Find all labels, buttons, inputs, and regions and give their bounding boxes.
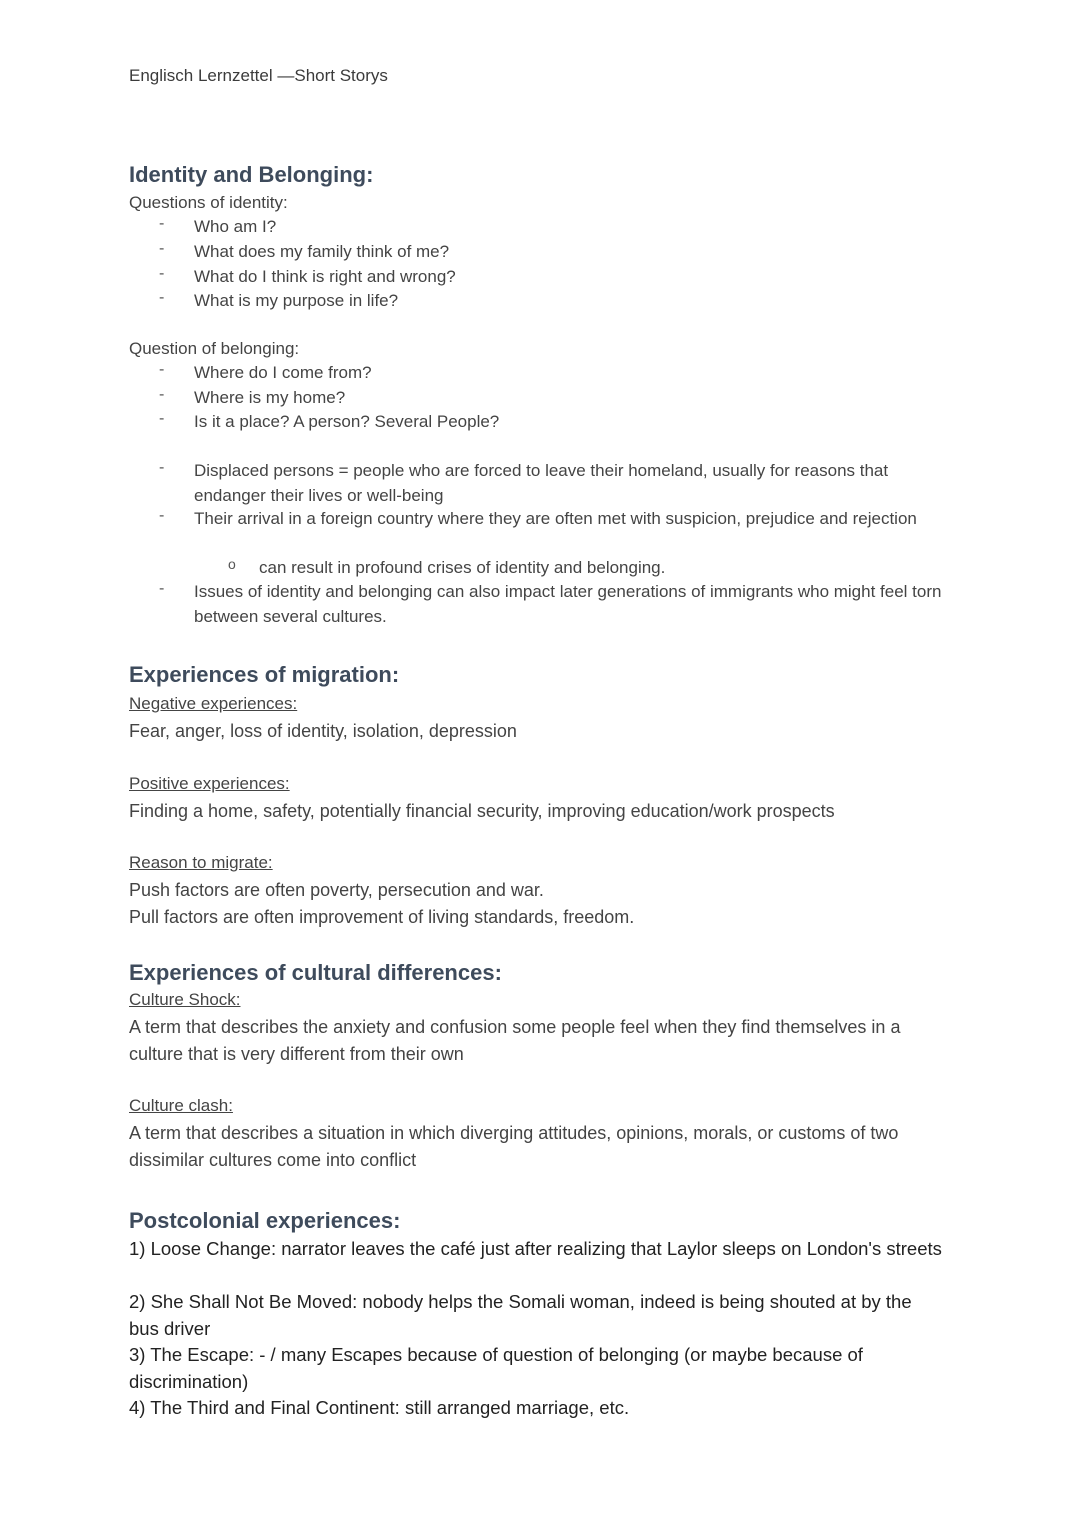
negative-text: Fear, anger, loss of identity, isolation, depression	[129, 721, 517, 741]
dash-bullet: -	[159, 361, 165, 378]
dash-bullet: -	[159, 410, 165, 427]
heading-identity: Identity and Belonging:	[129, 162, 374, 187]
circle-bullet-icon: o	[228, 556, 236, 572]
list-item: 3) The Escape: - / many Escapes because of question of belonging (or maybe because of discrimination)	[129, 1344, 863, 1392]
heading-postcolonial: Postcolonial experiences:	[129, 1208, 401, 1233]
clash-text: A term that describes a situation in which diverging attitudes, opinions, morals, or customs of two dissimilar cultures come into conflict	[129, 1123, 899, 1170]
reason-label: Reason to migrate:	[129, 853, 273, 872]
document-header: Englisch Lernzettel —Short Storys	[129, 66, 388, 85]
dash-bullet: -	[159, 240, 165, 257]
dash-bullet: -	[159, 507, 165, 524]
dash-bullet: -	[159, 215, 165, 232]
list-item: 1) Loose Change: narrator leaves the café just after realizing that Laylor sleeps on London's streets	[129, 1238, 942, 1259]
positive-text: Finding a home, safety, potentially financial security, improving education/work prospects	[129, 801, 835, 821]
heading-cultural: Experiences of cultural differences:	[129, 960, 502, 985]
identity-intro: Questions of identity:	[129, 193, 288, 212]
negative-label: Negative experiences:	[129, 694, 298, 713]
positive-label: Positive experiences:	[129, 774, 290, 793]
dash-bullet: -	[159, 459, 165, 476]
heading-migration: Experiences of migration:	[129, 662, 400, 687]
dash-bullet: -	[159, 265, 165, 282]
shock-text: A term that describes the anxiety and confusion some people feel when they find themselves in a culture that is very different from their own	[129, 1017, 901, 1064]
list-item: 2) She Shall Not Be Moved: nobody helps the Somali woman, indeed is being shouted at by the bus driver	[129, 1291, 912, 1339]
dash-bullet: -	[159, 580, 165, 597]
clash-label: Culture clash:	[129, 1096, 233, 1115]
dash-bullet: -	[159, 289, 165, 306]
push-text: Push factors are often poverty, persecution and war.	[129, 880, 544, 900]
list-item: 4) The Third and Final Continent: still arranged marriage, etc.	[129, 1397, 630, 1418]
dash-bullet: -	[159, 386, 165, 403]
shock-label: Culture Shock:	[129, 990, 241, 1009]
pull-text: Pull factors are often improvement of living standards, freedom.	[129, 907, 635, 927]
belonging-intro: Question of belonging:	[129, 339, 300, 358]
